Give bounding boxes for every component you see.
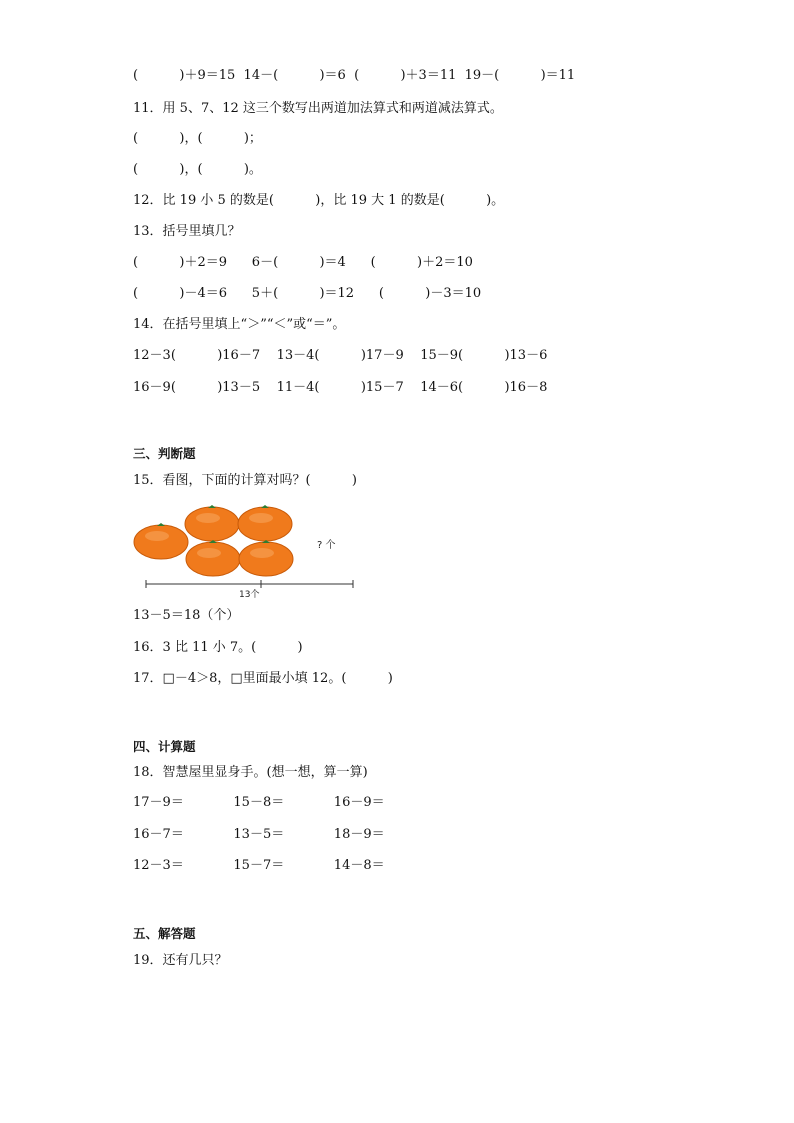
question-19: 19．还有几只？ <box>133 953 228 968</box>
question-12: 12．比 19 小 5 的数是( )，比 19 大 1 的数是( )。 <box>133 193 505 208</box>
question-16: 16．3 比 11 小 7。( ) <box>133 640 303 655</box>
orange-icon <box>185 505 239 541</box>
question-18: 18．智慧屋里显身手。(想一想，算一算) <box>133 765 368 780</box>
question-18-row-1: 17－9＝ 15－8＝ 16－9＝ <box>133 795 385 810</box>
oranges-figure <box>133 500 358 600</box>
section-heading-answers: 五、解答题 <box>133 926 196 941</box>
unknown-count-label: ? 个 <box>317 540 336 551</box>
orange-icon <box>239 540 293 576</box>
question-13-row-2: ( )－4＝6 5＋( )＝12 ( )－3＝10 <box>133 286 482 301</box>
orange-icon <box>134 523 188 559</box>
question-15-equation: 13－5＝18（个） <box>133 608 240 623</box>
question-11-answer-row-1: ( )，( )； <box>133 131 262 146</box>
orange-icon <box>186 540 240 576</box>
question-15: 15．看图，下面的计算对吗？( ) <box>133 473 358 488</box>
question-18-row-2: 16－7＝ 13－5＝ 18－9＝ <box>133 827 385 842</box>
question-11-answer-row-2: ( )，( )。 <box>133 162 262 177</box>
equation-row-1: ( )＋9＝15 14－( )＝6 ( )＋3＝11 19－( )＝11 <box>133 68 576 83</box>
question-17: 17．□－4＞8，□里面最小填 12。( ) <box>133 671 393 686</box>
orange-icon <box>238 505 292 541</box>
question-14: 14．在括号里填上“＞”“＜”或“＝”。 <box>133 317 346 332</box>
question-13-row-1: ( )＋2＝9 6－( )＝4 ( )＋2＝10 <box>133 255 473 270</box>
section-heading-judgement: 三、判断题 <box>133 446 196 461</box>
question-14-row-2: 16－9( )13－5 11－4( )15－7 14－6( )16－8 <box>133 380 548 395</box>
section-heading-calculation: 四、计算题 <box>133 739 196 754</box>
question-18-row-3: 12－3＝ 15－7＝ 14－8＝ <box>133 858 385 873</box>
question-11: 11．用 5、7、12 这三个数写出两道加法算式和两道减法算式。 <box>133 101 503 116</box>
question-14-row-1: 12－3( )16－7 13－4( )17－9 15－9( )13－6 <box>133 348 548 363</box>
total-count-label: 13个 <box>239 590 260 600</box>
question-13: 13．括号里填几？ <box>133 224 241 239</box>
